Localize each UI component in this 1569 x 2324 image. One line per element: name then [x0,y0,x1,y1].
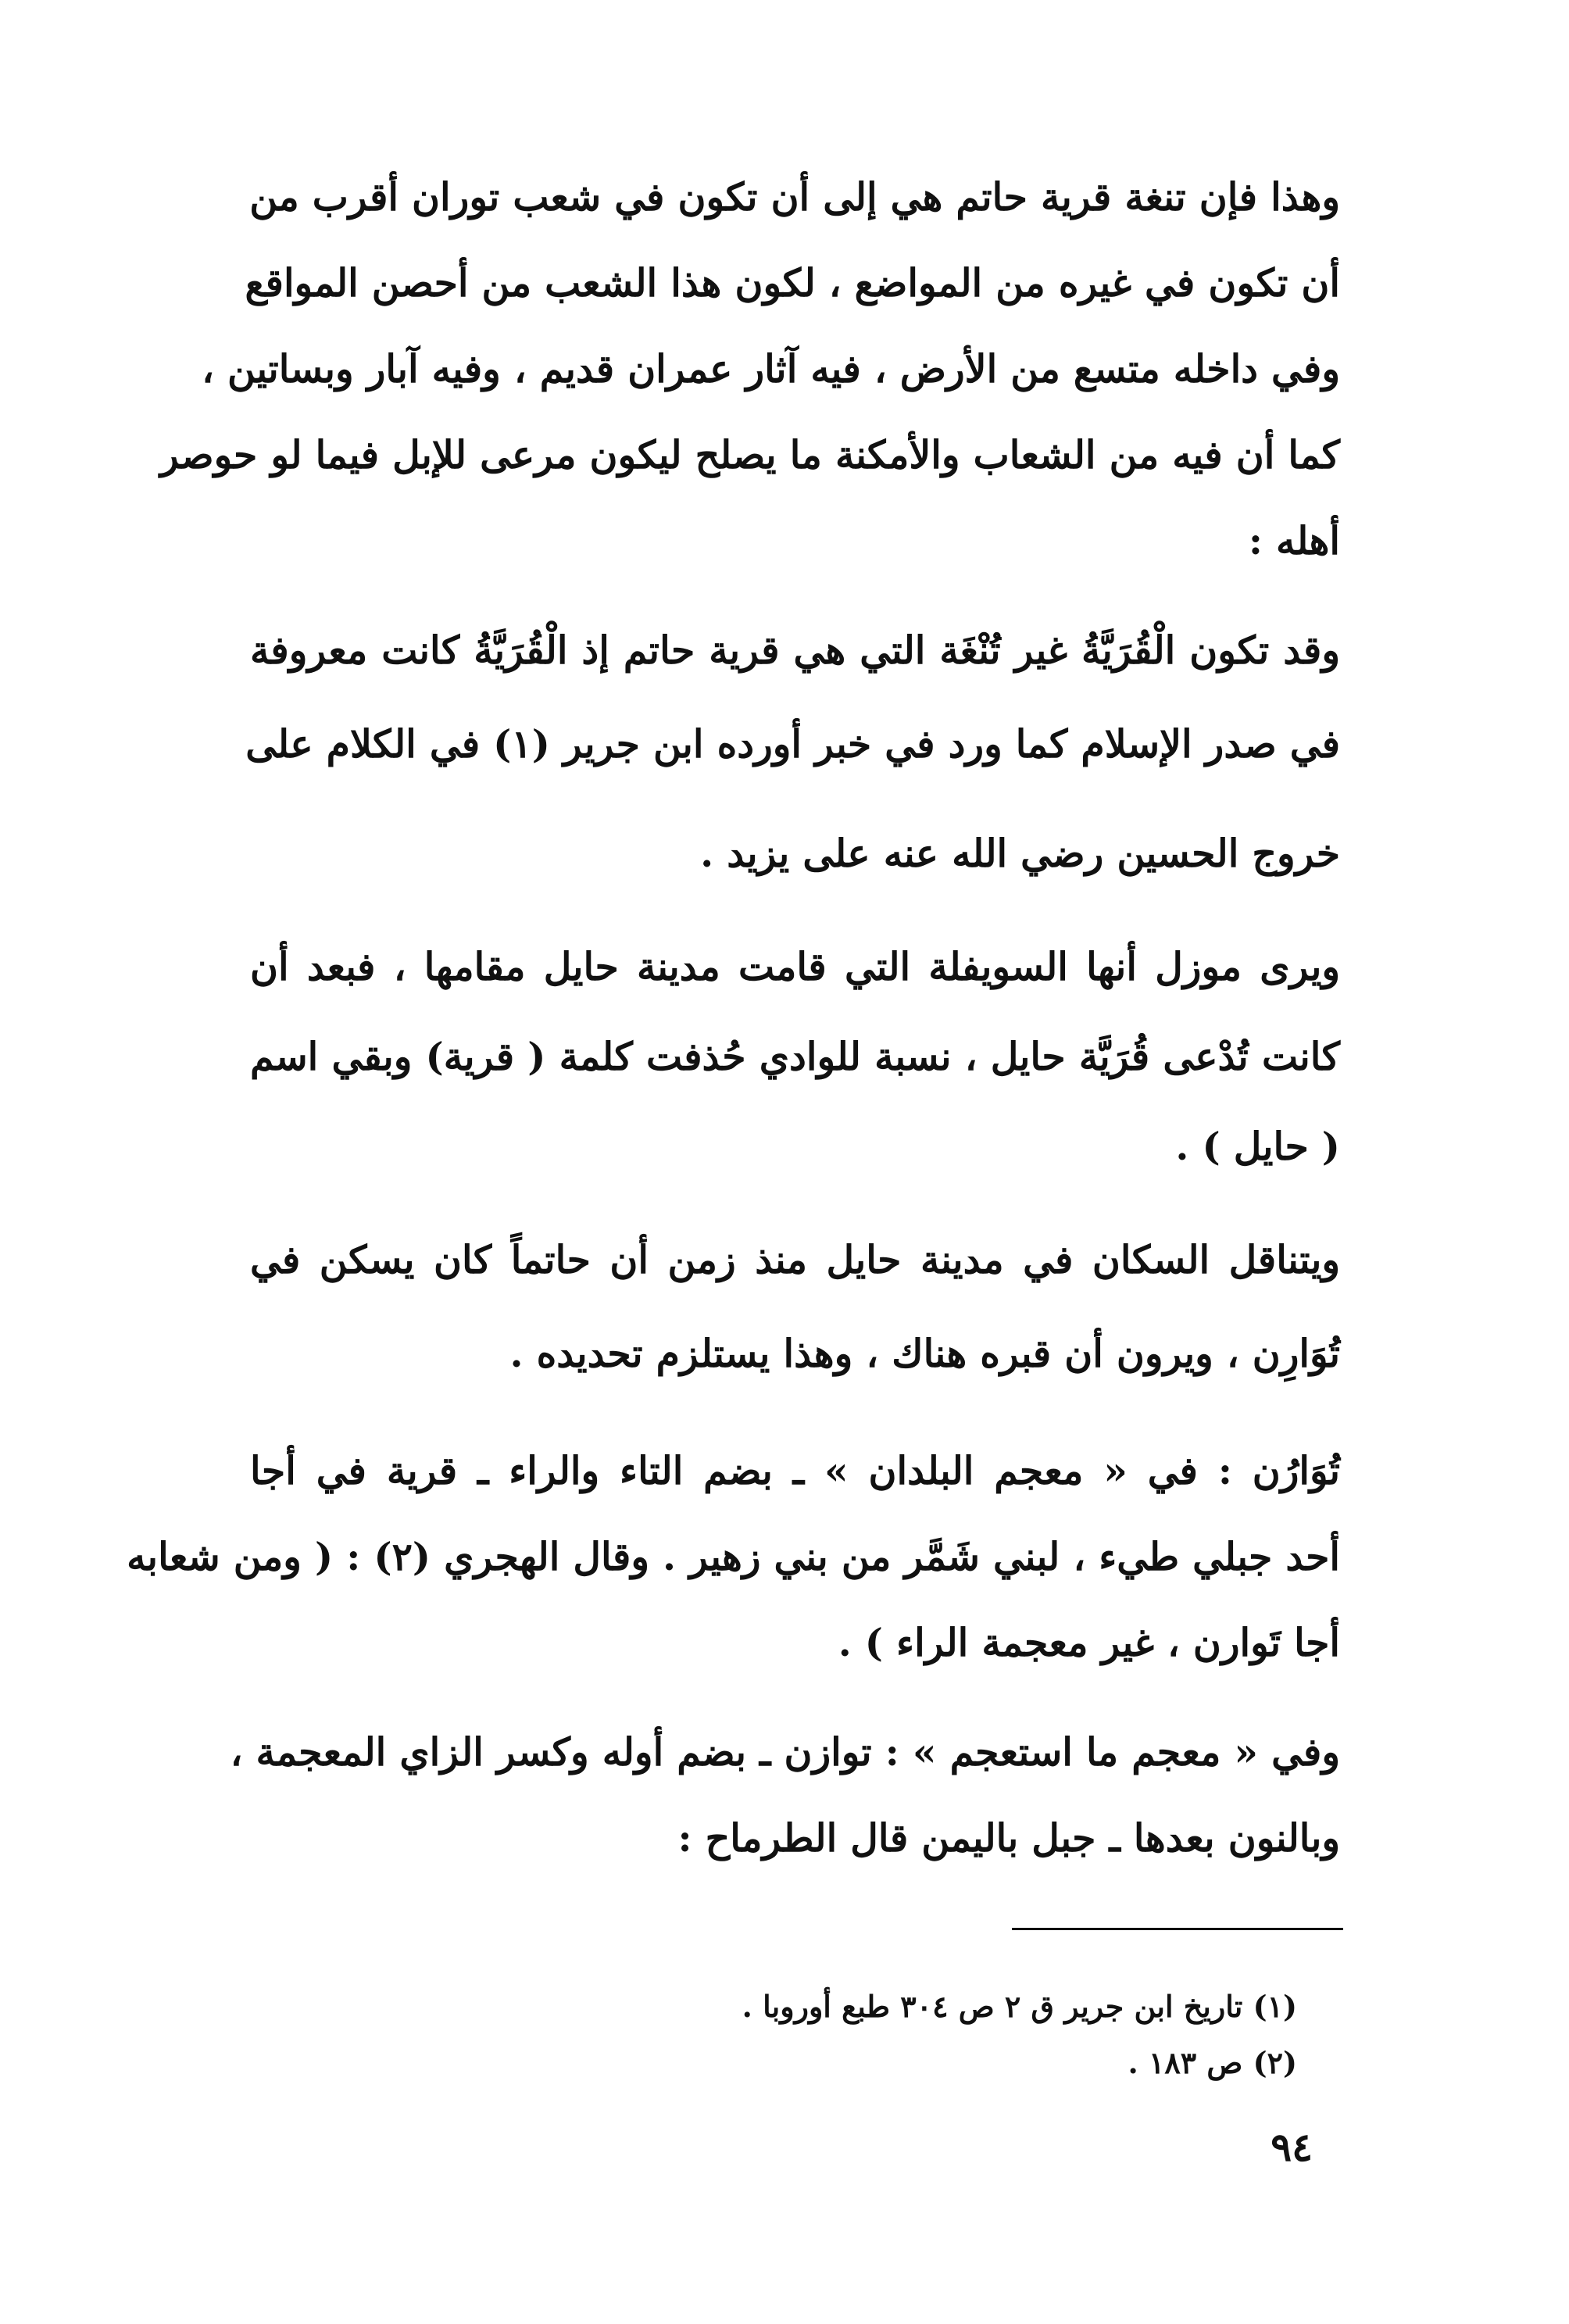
body-line: كانت تُدْعى قُرَيَّة حايل ، نسبة للوادي حُذفت كلمة ( قرية) وبقي اسم [250,1034,1340,1079]
footnote-divider [1012,1928,1343,1930]
body-line: في صدر الإسلام كما ورد في خبر أورده ابن جرير (١) في الكلام على [245,721,1340,767]
body-line: كما أن فيه من الشعاب والأمكنة ما يصلح ليكون مرعى للإبل فيما لو حوصر [160,432,1340,477]
body-line: أحد جبلي طيء ، لبني شَمَّر من بني زهير . وقال الهجري (٢) : ( ومن شعابه [127,1534,1340,1579]
body-line: أهله : [1248,518,1340,563]
footnote-1: (١) تاريخ ابن جرير ق ٢ ص ٣٠٤ طبع أوروبا . [742,1989,1297,2024]
body-line: خروج الحسين رضي الله عنه على يزيد . [700,831,1340,876]
footnote-2: (٢) ص ١٨٣ . [1128,2045,1297,2080]
body-line: وهذا فإن تنغة قرية حاتم هي إلى أن تكون في شعب توران أقرب من [249,174,1340,220]
body-line: أن تكون في غيره من المواضع ، لكون هذا الشعب من أحصن المواقع [245,260,1340,306]
body-line: وفي « معجم ما استعجم » : توازن ـ بضم أوله وكسر الزاي المعجمة ، [230,1729,1340,1775]
body-line: تُوَارِن ، ويرون أن قبره هناك ، وهذا يستلزم تحديده . [509,1331,1340,1376]
body-line: ويرى موزل أنها السويفلة التي قامت مدينة حايل مقامها ، فبعد أن [250,944,1340,989]
body-line: وبالنون بعدها ـ جبل باليمن قال الطرماح : [677,1815,1340,1861]
body-line: وفي داخله متسع من الأرض ، فيه آثار عمران قديم ، وفيه آبار وبساتين ، [202,346,1340,392]
body-line: ويتناقل السكان في مدينة حايل منذ زمن أن حاتماً كان يسكن في [250,1237,1340,1282]
body-line: ( حايل ) . [1175,1124,1340,1169]
body-line: وقد تكون الْقُرَيَّةُ غير تُنْغَة التي هي قرية حاتم إذ الْقُرَيَّةُ كانت معروفة [250,627,1340,673]
body-line: أجا تَوارن ، غير معجمة الراء ) . [838,1620,1340,1665]
page-number: ٩٤ [1271,2124,1313,2170]
body-line: تُوَارُن : في « معجم البلدان » ـ بضم التاء والراء ـ قرية في أجا [250,1448,1340,1493]
